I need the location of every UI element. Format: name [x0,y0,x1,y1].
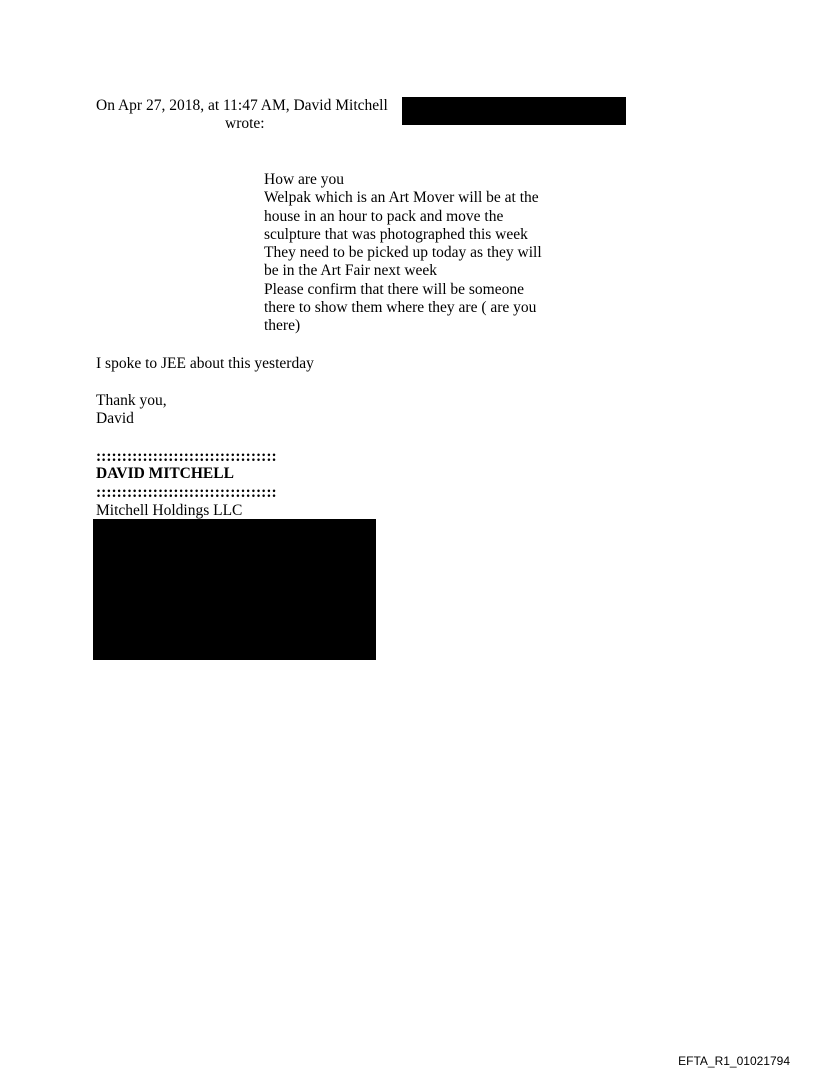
quoted-message [264,171,542,336]
quoted-line: house in an hour to pack and move the [264,207,504,225]
signature-company: Mitchell Holdings LLC [96,502,243,519]
closing-name: David [96,410,134,427]
reply-header-wrote: wrote: [225,115,265,132]
quoted-line: They need to be picked up today as they will [264,244,542,262]
document-id: EFTA_R1_01021794 [678,1054,790,1068]
quoted-line: there) [264,317,301,335]
body-line: I spoke to JEE about this yesterday [96,355,314,372]
quoted-line: be in the Art Fair next week [264,262,438,280]
signature-name: DAVID MITCHELL [96,465,234,482]
quoted-line: sculpture that was photographed this week [264,225,528,243]
redacted-signature-block [93,519,376,660]
quoted-line: Please confirm that there will be someone [264,280,524,298]
signature-separator-bottom: ::::::::::::::::::::::::::::::::::: [96,484,277,501]
reply-header-line: On Apr 27, 2018, at 11:47 AM, David Mitchell [96,97,388,114]
quoted-line: there to show them where they are ( are you [264,299,537,317]
quoted-line: How are you [264,171,345,188]
redacted-email-address [402,97,626,125]
signature-separator-top: ::::::::::::::::::::::::::::::::::: [96,448,277,465]
quoted-line: Welpak which is an Art Mover will be at the [264,189,539,207]
closing-line: Thank you, [96,392,167,409]
